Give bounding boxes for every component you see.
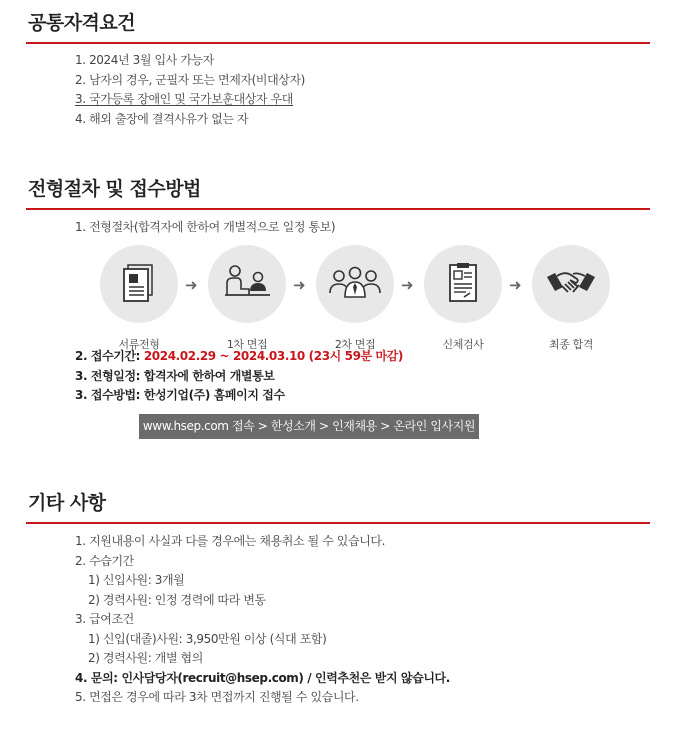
section-qualifications xyxy=(26,8,650,44)
list-item: 4. 문의: 인사담당자(recruit@hsep.com) / 인력추천은 받지 않습니다. xyxy=(75,670,450,685)
group-interview-icon xyxy=(316,245,394,323)
period-label: 2. 접수기간: xyxy=(75,349,144,363)
list-item: 2) 경력사원: 개별 협의 xyxy=(88,651,203,665)
arrow-right-icon: ➜ xyxy=(509,276,522,294)
apply-path-banner: www.hsep.com 접속 > 한성소개 > 인재채용 > 온라인 입사지원 xyxy=(139,414,479,439)
application-info xyxy=(75,347,403,406)
arrow-right-icon: ➜ xyxy=(185,276,198,294)
step-document-screening xyxy=(99,245,179,352)
list-item: 1. 전형절차(합격자에 한하여 개별적으로 일정 통보) xyxy=(75,220,336,234)
notes-list xyxy=(75,532,450,708)
arrow-right-icon: ➜ xyxy=(293,276,306,294)
selection-schedule: 3. 전형일정: 합격자에 한하여 개별통보 xyxy=(75,368,275,383)
process-steps xyxy=(99,245,619,355)
section-title: 전형절차 및 접수방법 xyxy=(28,178,201,200)
qualification-list xyxy=(75,51,305,129)
application-method: 3. 접수방법: 한성기업(주) 홈페이지 접수 xyxy=(75,388,285,402)
step-label: 신체검사 xyxy=(442,338,484,351)
list-item: 1. 2024년 3월 입사 가능자 xyxy=(75,53,214,67)
list-item: 2) 경력사원: 인정 경력에 따라 변동 xyxy=(88,592,266,607)
step-label: 서류전형 xyxy=(118,338,160,351)
application-period xyxy=(75,347,403,367)
section-divider xyxy=(26,42,650,44)
list-item: 5. 면접은 경우에 따라 3차 면접까지 진행될 수 있습니다. xyxy=(75,690,359,704)
interview-icon xyxy=(208,245,286,323)
step-first-interview xyxy=(207,245,287,352)
clipboard-icon xyxy=(424,245,502,323)
list-item: 1) 신입사원: 3개월 xyxy=(88,573,185,587)
document-icon xyxy=(100,245,178,323)
list-item: 1) 신입(대졸)사원: 3,950만원 이상 (식대 포함) xyxy=(88,631,327,646)
list-item: 1. 지원내용이 사실과 다를 경우에는 채용취소 될 수 있습니다. xyxy=(75,534,385,548)
step-second-interview xyxy=(315,245,395,352)
list-item: 2. 남자의 경우, 군필자 또는 면제자(비대상자) xyxy=(75,72,305,87)
section-procedure xyxy=(26,174,650,210)
step-medical-check xyxy=(423,245,503,352)
step-label: 1차 면접 xyxy=(226,338,268,351)
section-title: 공통자격요건 xyxy=(28,12,136,34)
list-item: 2. 수습기간 xyxy=(75,553,134,568)
procedure-intro xyxy=(75,218,335,238)
section-divider xyxy=(26,208,650,210)
step-label: 2차 면접 xyxy=(334,338,376,351)
step-label: 최종 합격 xyxy=(548,338,593,351)
period-value: 2024.02.29 ~ 2024.03.10 (23시 59분 마감) xyxy=(143,349,403,363)
handshake-icon xyxy=(532,245,610,323)
arrow-right-icon: ➜ xyxy=(401,276,414,294)
list-item: 3. 국가등록 장애인 및 국가보훈대상자 우대 xyxy=(75,92,293,106)
section-title: 기타 사항 xyxy=(28,492,106,514)
list-item: 3. 급여조건 xyxy=(75,612,134,626)
list-item: 4. 해외 출장에 결격사유가 없는 자 xyxy=(75,111,249,126)
step-final-pass xyxy=(531,245,611,352)
section-other-notes xyxy=(26,488,650,524)
section-divider xyxy=(26,522,650,524)
